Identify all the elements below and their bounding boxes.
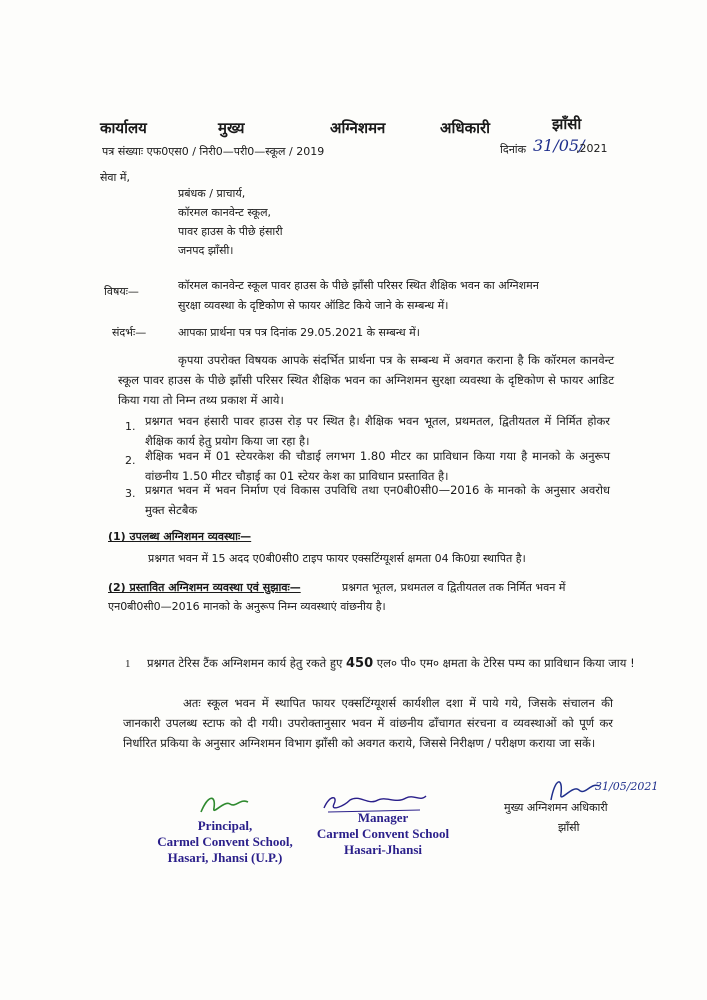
subject-label: विषयः—: [104, 285, 139, 298]
date-handwritten: 31/05/: [533, 136, 585, 155]
fact-text: शैक्षिक भवन में 01 स्टेयरकेश की चौडाई लगभग 1.80 मीटर का प्राविधान किया गया है मानको के अनुरूप वांछनीय 1.50 मीटर चौड़ाई का 01 स्टेयर केश का प्राविधान प्रस्तावित है।: [145, 449, 610, 483]
manager-place: Hasari-Jhansi: [343, 842, 422, 857]
office-word-5: झाँसी: [552, 115, 582, 133]
section-2-heading: (2) प्रस्तावित अग्निशमन व्यवस्था एवं सुझावः—: [108, 581, 301, 594]
manager-school: Carmel Convent School: [316, 826, 450, 841]
section-1-text: प्रश्नगत भवन में 15 अदद ए0बी0सी0 टाइप फायर एक्सटिंग्यूशर्स क्षमता 04 कि0ग्रा स्थापित है।: [148, 552, 526, 565]
fact-number: 2.: [125, 454, 136, 467]
intro-paragraph: कृपया उपरोक्त विषयक आपके संदर्भित प्रार्थना पत्र के सम्बन्ध में अवगत कराना है कि कॉरमल कानवेन्ट स्कूल पावर हाउस के पीछे झाँसी परिसर स्थित शैक्षिक भवन का अग्निशमन सुरक्षा व्यवस्था के दृष्टिकोण से फायर आडिट किया गया तो निम्न तथ्य प्रकाश में आये।: [118, 353, 614, 407]
subject-line-1: कॉरमल कानवेन्ट स्कूल पावर हाउस के पीछे झाँसी परिसर स्थित शैक्षिक भवन का अग्निशमन: [178, 279, 539, 292]
manager-title: Manager: [357, 810, 409, 825]
principal-place: Hasari, Jhansi (U.P.): [167, 850, 283, 865]
principal-school: Carmel Convent School,: [157, 834, 293, 849]
recommendation-line: [147, 656, 635, 671]
recommendation-pre: प्रश्नगत टेरिस टैंक अग्निशमन कार्य हेतु रकते हुए: [147, 656, 343, 670]
section-2-text: प्रश्नगत भूतल, प्रथमतल व द्वितीयतल तक निर्मित भवन में: [342, 581, 566, 594]
principal-title: Principal,: [197, 818, 253, 833]
subject-line-2: सुरक्षा व्यवस्था के दृष्टिकोण से फायर ऑडिट किये जाने के सम्बन्ध में।: [178, 299, 449, 312]
principal-stamp: [150, 818, 300, 866]
addressee-line: जनपद झाँसी।: [178, 244, 234, 257]
office-word-1: कार्यालय: [100, 119, 147, 137]
addressee-line: पावर हाउस के पीछे हंसारी: [178, 225, 283, 238]
closing-paragraph: अतः स्कूल भवन में स्थापित फायर एक्सटिंग्यूशर्स कार्यशील दशा में पाये गये, जिसके संचालन की जानकारी उपलब्ध स्टाफ को दी गयी। उपरोक्तानुसार भवन में वांछनीय ढाँचागत संरचना व व्यवस्थाओं को पूर्ण कर निर्धारित प्रकिया के अनुसार अग्निशमन विभाग झाँसी को अवगत कराये, जिससे निरीक्षण / परीक्षण कराया जा सकें।: [123, 696, 613, 750]
officer-title: मुख्य अग्निशमन अधिकारी: [504, 801, 608, 814]
officer-place: झाँसी: [558, 821, 580, 834]
date-year: ,2021: [576, 142, 608, 155]
fact-text: प्रश्नगत भवन हंसारी पावर हाउस रोड़ पर स्थित है। शैक्षिक भवन भूतल, प्रथमतल, द्वितीयतल में निर्मित होकर शैक्षिक कार्य हेतु प्रयोग किया जा रहा है।: [145, 414, 610, 448]
office-word-4: अधिकारी: [440, 119, 490, 137]
reference-text: आपका प्रार्थना पत्र पत्र दिनांक 29.05.2021 के सम्बन्ध में।: [178, 326, 420, 339]
manager-stamp: [308, 810, 458, 858]
addressee-line: प्रबंधक / प्राचार्य,: [178, 187, 246, 200]
letter-number: पत्र संख्याः एफ0एस0 / निरी0—परी0—स्कूल / 2019: [102, 145, 325, 158]
principal-signature: [196, 790, 256, 820]
office-word-2: मुख्य: [218, 119, 245, 137]
section-2-text-line2: एन0बी0सी0—2016 मानको के अनुरूप निम्न व्यवस्थाएं वांछनीय है।: [108, 600, 386, 613]
fact-number: 1.: [125, 420, 136, 433]
recommendation-post: एल० पी० एम० क्षमता के टेरिस पम्प का प्राविधान किया जाय !: [376, 656, 635, 670]
date-label: दिनांक: [500, 143, 527, 156]
fact-text: प्रश्नगत भवन में भवन निर्माण एवं विकास उपविधि तथा एन0बी0सी0—2016 के मानको के अनुसार अवरोध मुक्त सेटबैक: [145, 483, 610, 517]
reference-label: संदर्भः—: [112, 326, 147, 339]
salutation: सेवा में,: [100, 171, 130, 184]
svg-text:31/05/2021: 31/05/2021: [595, 780, 659, 793]
section-1-heading: (1) उपलब्ध अग्निशमन व्यवस्थाः—: [108, 530, 252, 543]
recommendation-number: 1: [125, 658, 131, 670]
fact-number: 3.: [125, 487, 136, 500]
office-word-3: अग्निशमन: [330, 119, 386, 137]
recommendation-capacity: 450: [345, 656, 374, 671]
addressee-line: कॉरमल कानवेन्ट स्कूल,: [178, 206, 272, 219]
